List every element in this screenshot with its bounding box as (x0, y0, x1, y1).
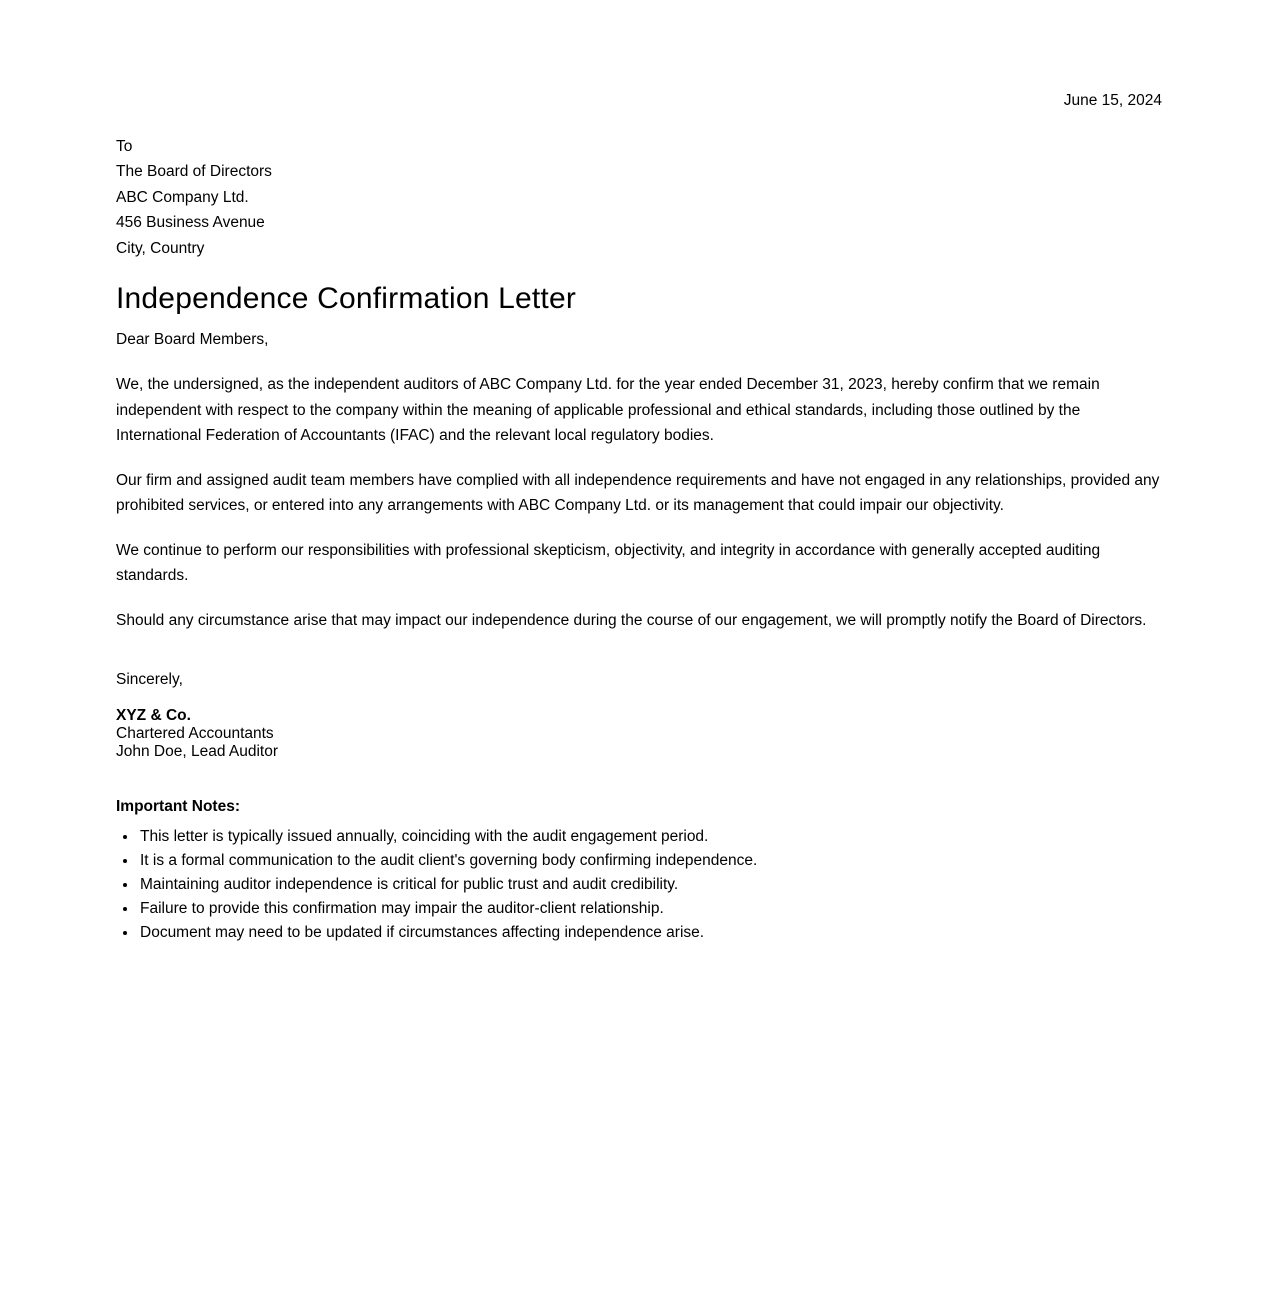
signature-block (116, 707, 1162, 760)
letter-date: June 15, 2024 (1063, 92, 1162, 109)
body-paragraph-4: Should any circumstance arise that may impact our independence during the course of our engagement, we will promptly notify the Board of Directors. (116, 611, 1147, 629)
closing-line: Sincerely, (116, 671, 183, 689)
greeting-line: Dear Board Members, (116, 331, 269, 349)
signature-auditor-line: John Doe, Lead Auditor (116, 742, 279, 760)
notes-list (116, 825, 1162, 945)
note-item-3: • Maintaining auditor independence is critical for public trust and audit credibility. (138, 873, 1162, 897)
recipient-line-board: The Board of Directors (116, 163, 272, 181)
letter-title: Independence Confirmation Letter (116, 282, 577, 316)
note-item-5: • Document may need to be updated if circumstances affecting independence arise. (138, 921, 1162, 945)
recipient-block (116, 134, 1162, 262)
note-item-4: • Failure to provide this confirmation may impair the auditor-client relationship. (138, 897, 1162, 921)
recipient-line-city: City, Country (116, 239, 205, 257)
note-item-2: • It is a formal communication to the audit client's governing body confirming independence. (138, 849, 1162, 873)
body-paragraph-1: We, the undersigned, as the independent auditors of ABC Company Ltd. for the year ended December 31, 2023, hereby confirm that we remain independent with respect to the company within the meaning of applicable professional and ethical standards, including those outlined by the International Federation of Accountants (IFAC) and the relevant local regulatory bodies. (116, 375, 1100, 445)
body-paragraph-2: Our firm and assigned audit team members have complied with all independence requirements and have not engaged in any relationships, provided any prohibited services, or entered into any arrangements with ABC Company Ltd. or its management that could impair our objectivity. (116, 471, 1160, 515)
signature-firm-name: XYZ & Co. (116, 707, 191, 724)
recipient-line-company: ABC Company Ltd. (116, 188, 249, 206)
recipient-line-street: 456 Business Avenue (116, 214, 265, 232)
notes-heading: Important Notes: (116, 798, 240, 816)
body-paragraph-3: We continue to perform our responsibilities with professional skepticism, objectivity, and integrity in accordance with generally accepted auditing standards. (116, 541, 1101, 585)
note-item-1: • This letter is typically issued annually, coinciding with the audit engagement period. (138, 825, 1162, 849)
signature-profession-line: Chartered Accountants (116, 724, 274, 742)
recipient-line-to: To (116, 137, 133, 155)
